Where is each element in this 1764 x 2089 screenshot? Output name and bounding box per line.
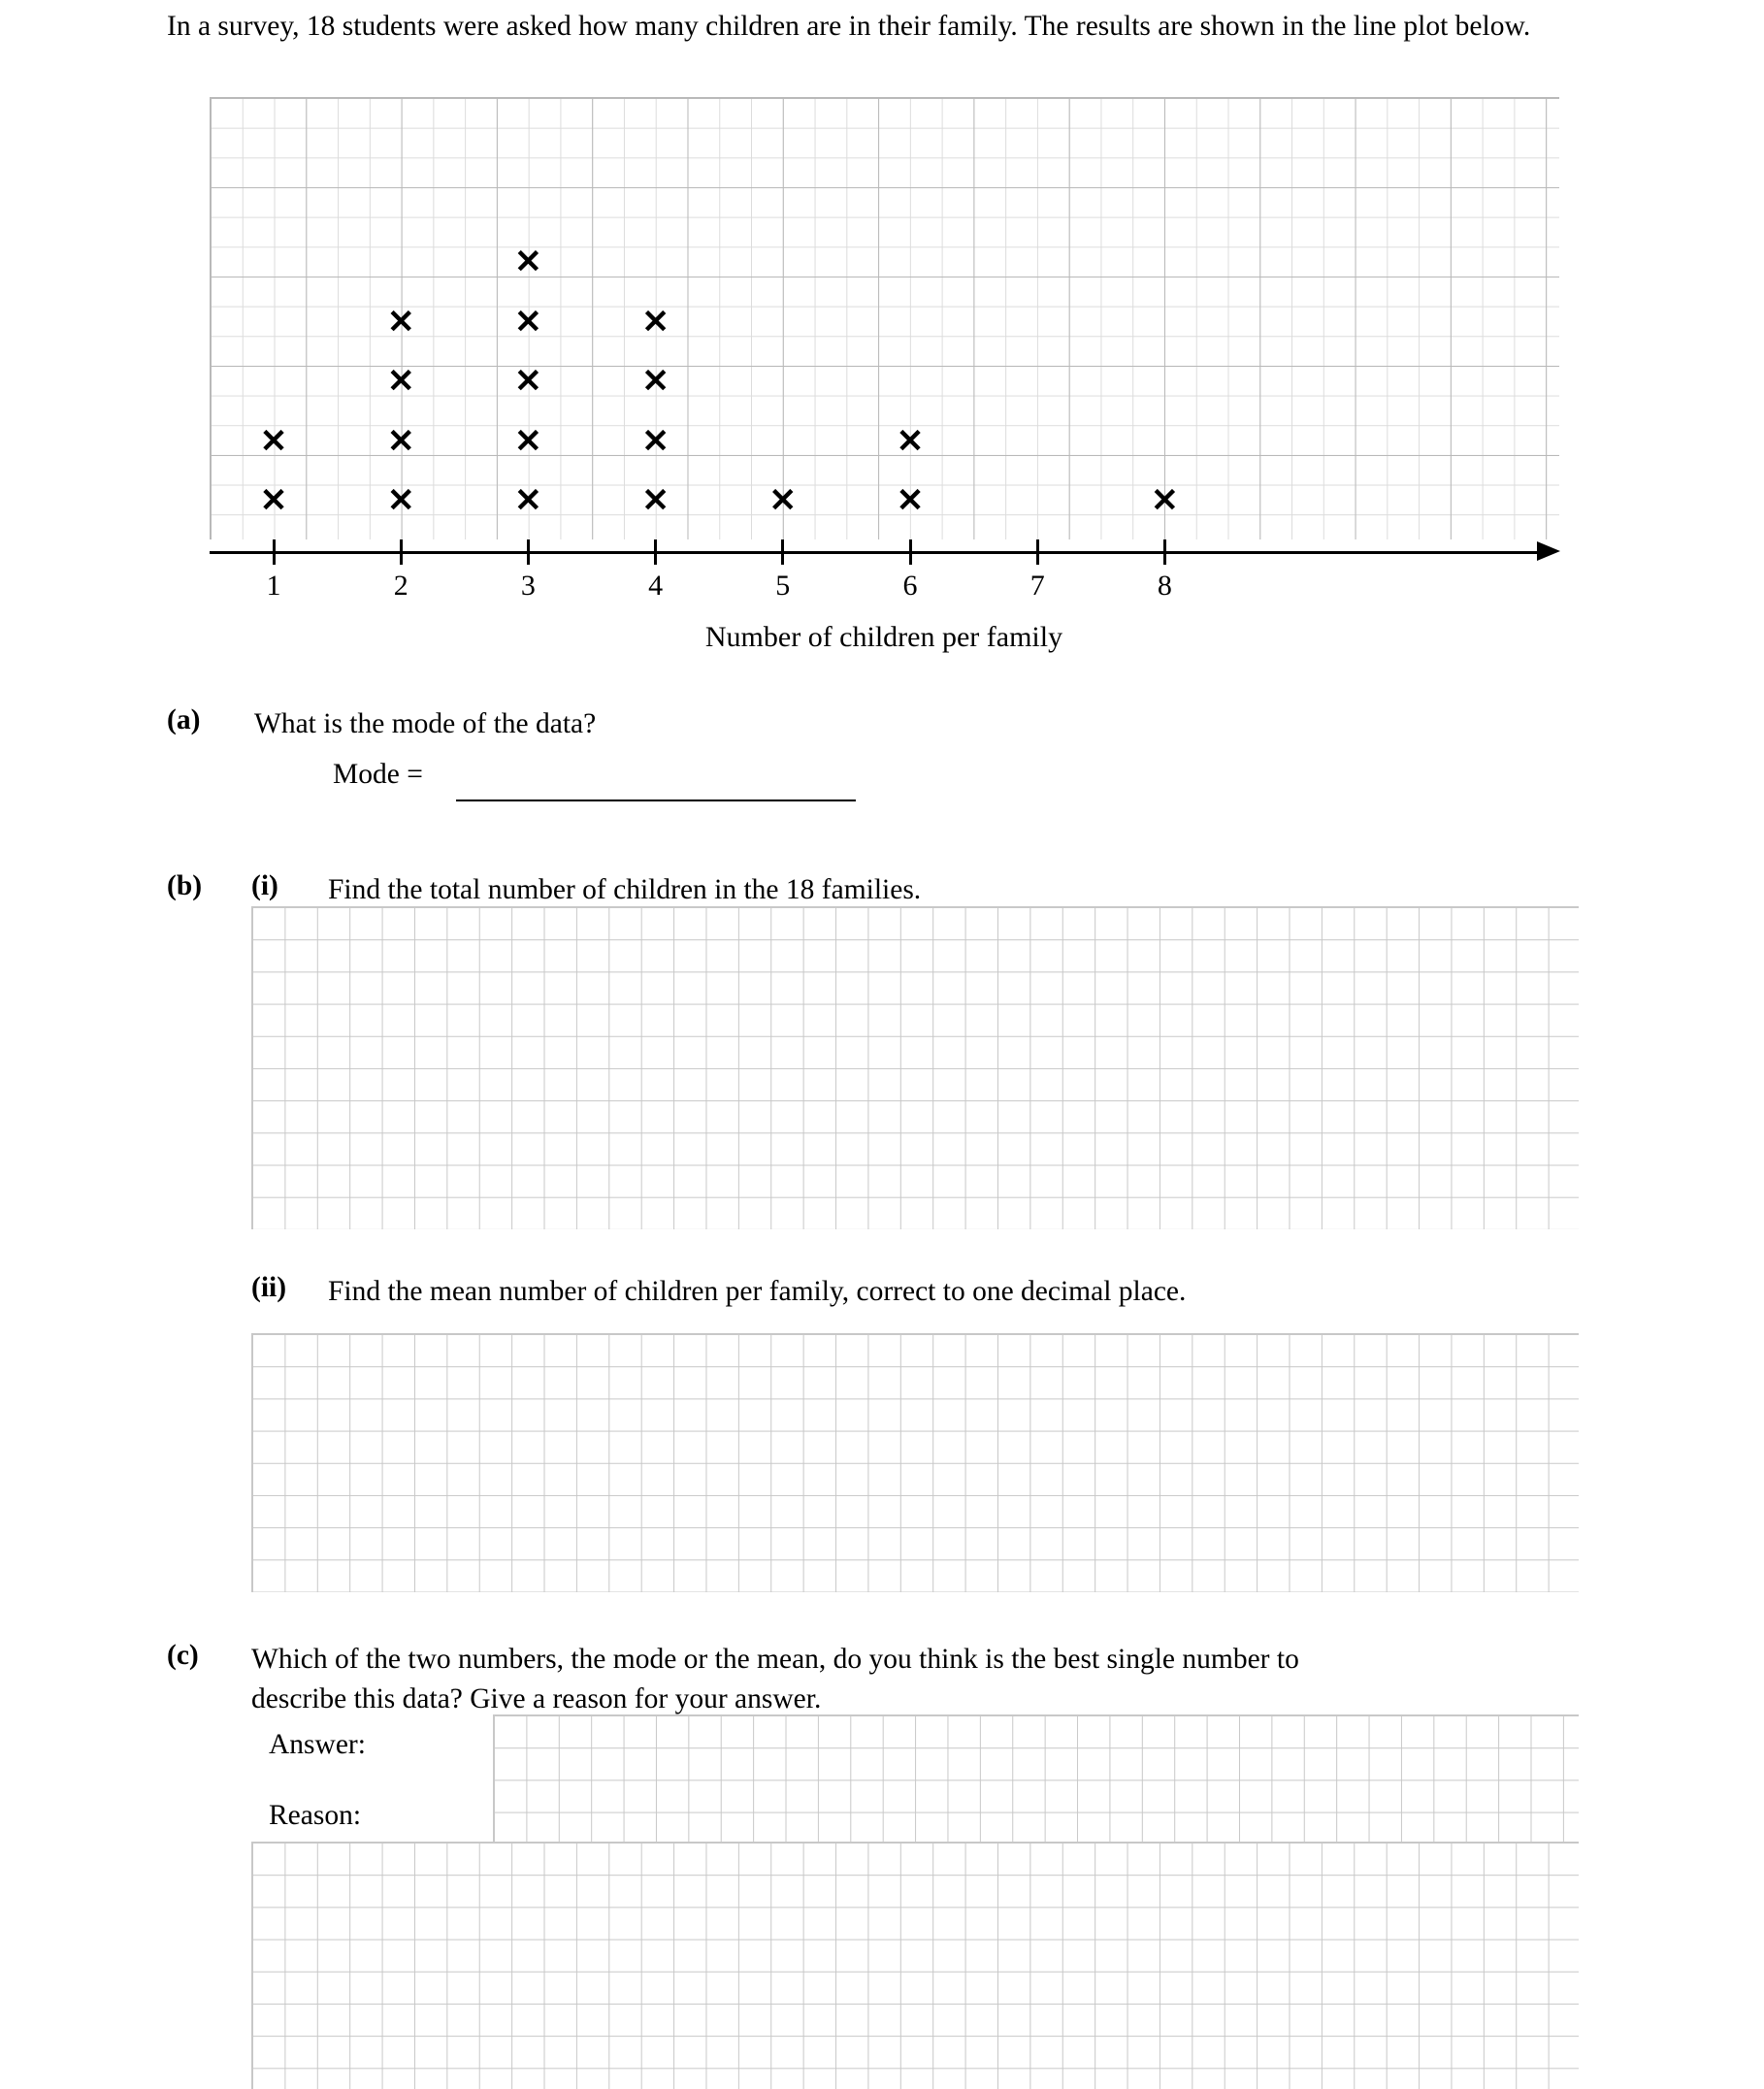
plot-marker-3-3: ✕ <box>514 363 542 400</box>
x-axis-tick-8 <box>1163 539 1166 565</box>
plot-marker-4-2: ✕ <box>641 422 670 460</box>
part-c-answer-grid[interactable] <box>493 1714 1579 1843</box>
plot-marker-2-3: ✕ <box>386 363 415 400</box>
plot-marker-3-5: ✕ <box>514 244 542 280</box>
part-c-question-line2: describe this data? Give a reason for your answer. <box>251 1683 822 1714</box>
part-b-i-answer-grid[interactable] <box>251 906 1579 1229</box>
part-b-ii-label: (ii) <box>251 1272 287 1303</box>
plot-marker-4-4: ✕ <box>641 303 670 341</box>
part-b-i-question: Find the total number of children in the 18 families. <box>328 874 922 905</box>
x-axis-tick-label-5: 5 <box>775 570 791 602</box>
plot-marker-2-2: ✕ <box>386 422 415 460</box>
x-axis-tick-label-4: 4 <box>648 570 664 602</box>
x-axis-tick-7 <box>1036 539 1039 565</box>
plot-marker-4-1: ✕ <box>641 482 670 519</box>
part-b-ii-question: Find the mean number of children per family, correct to one decimal place. <box>328 1276 1187 1307</box>
plot-marker-2-4: ✕ <box>386 303 415 341</box>
plot-marker-3-2: ✕ <box>514 422 542 460</box>
line-plot-figure <box>210 97 1558 653</box>
plot-marker-1-1: ✕ <box>259 482 288 519</box>
intro-paragraph: In a survey, 18 students were asked how many children are in their family. The results are shown in the line plot below. <box>167 11 1531 42</box>
part-b-label: (b) <box>167 870 203 901</box>
plot-marker-3-4: ✕ <box>514 303 542 341</box>
plot-marker-3-1: ✕ <box>514 482 542 519</box>
part-c-question-line1: Which of the two numbers, the mode or the mean, do you think is the best single number to <box>251 1644 1299 1675</box>
x-axis-tick-label-1: 1 <box>266 570 281 602</box>
x-axis-arrow-icon <box>1537 541 1560 561</box>
mode-answer-line[interactable] <box>456 800 856 801</box>
plot-marker-6-1: ✕ <box>896 482 925 519</box>
x-axis-title: Number of children per family <box>704 621 1063 653</box>
part-a-question: What is the mode of the data? <box>254 708 597 739</box>
x-axis-tick-4 <box>654 539 657 565</box>
part-a-label: (a) <box>167 704 201 735</box>
part-c-answer-label: Answer: <box>269 1729 366 1760</box>
x-axis-tick-5 <box>781 539 784 565</box>
plot-marker-4-3: ✕ <box>641 363 670 400</box>
x-axis-tick-label-8: 8 <box>1157 570 1172 602</box>
x-axis-line <box>210 551 1539 554</box>
x-axis-tick-2 <box>400 539 403 565</box>
x-axis-tick-1 <box>273 539 276 565</box>
part-b-i-label: (i) <box>251 870 278 901</box>
part-c-reason-label: Reason: <box>269 1800 362 1831</box>
x-axis-tick-3 <box>527 539 530 565</box>
x-axis-tick-6 <box>909 539 912 565</box>
plot-marker-8-1: ✕ <box>1151 482 1179 519</box>
x-axis-tick-label-7: 7 <box>1029 570 1045 602</box>
part-b-ii-answer-grid[interactable] <box>251 1333 1579 1592</box>
x-axis-tick-label-2: 2 <box>393 570 408 602</box>
mode-answer-prompt: Mode = <box>333 759 423 790</box>
plot-marker-5-1: ✕ <box>768 482 798 519</box>
x-axis-tick-label-3: 3 <box>520 570 536 602</box>
plot-marker-1-2: ✕ <box>259 422 288 460</box>
plot-marker-6-2: ✕ <box>896 422 925 460</box>
part-c-label: (c) <box>167 1640 199 1671</box>
x-axis-tick-label-6: 6 <box>902 570 918 602</box>
plot-marker-2-1: ✕ <box>386 482 415 519</box>
part-c-reason-grid[interactable] <box>251 1842 1579 2089</box>
